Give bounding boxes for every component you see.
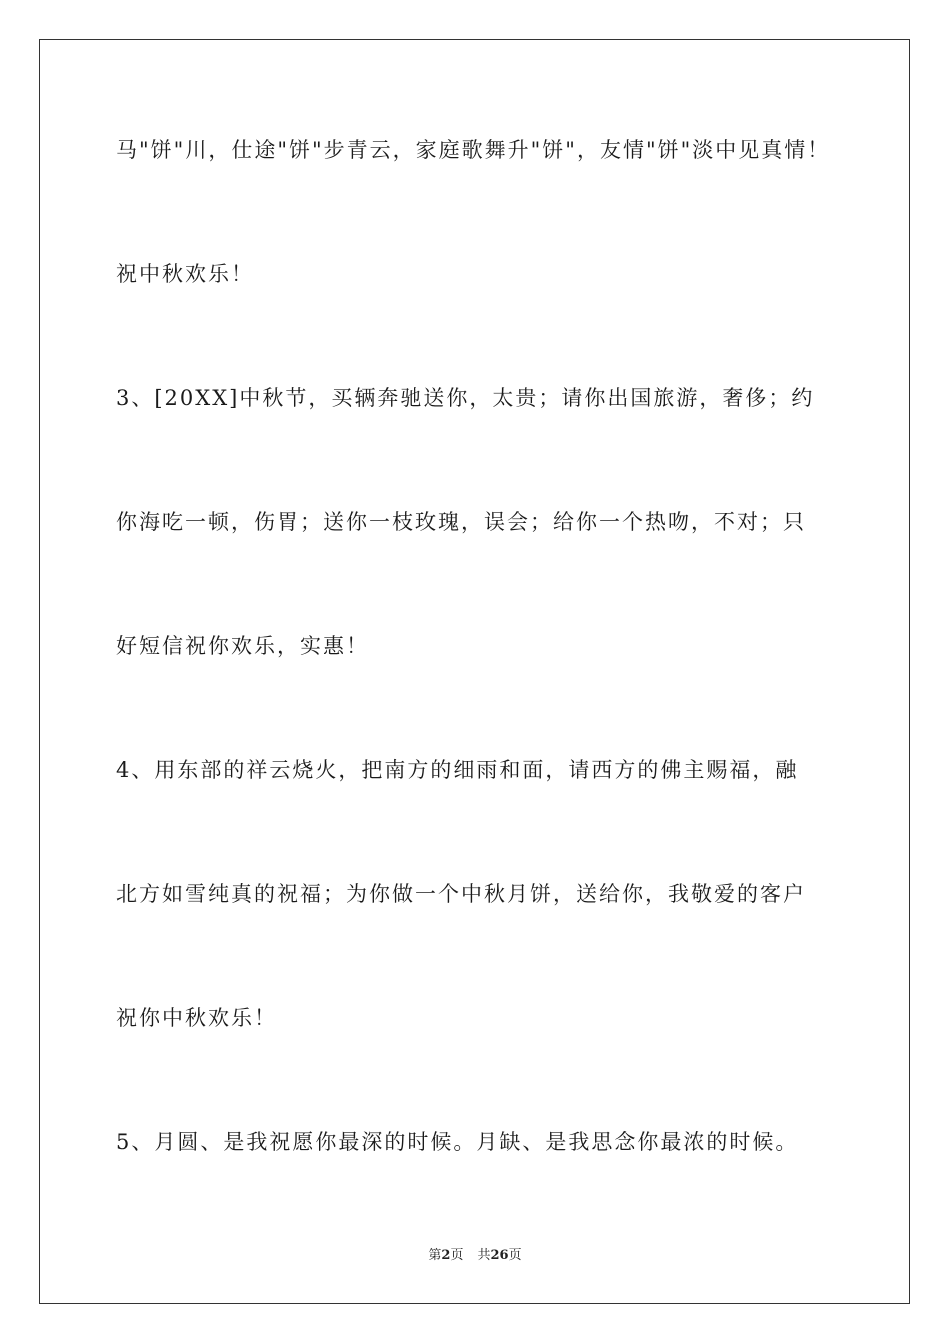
text-line: 5、月圆、是我祝愿你最深的时候。月缺、是我思念你最浓的时候。 [116, 1130, 799, 1154]
total-suffix: 页 [508, 1248, 522, 1263]
text-line: 北方如雪纯真的祝福；为你做一个中秋月饼，送给你，我敬爱的客户 [116, 882, 806, 906]
text-line: 3、[20XX]中秋节，买辆奔驰送你，太贵；请你出国旅游，奢侈；约 [116, 386, 815, 410]
page-suffix: 页 [450, 1248, 464, 1263]
text-line: 4、用东部的祥云烧火，把南方的细雨和面，请西方的佛主赐福，融 [116, 758, 799, 782]
page-number: 2 [441, 1248, 451, 1263]
text-line: 好短信祝你欢乐，实惠！ [116, 634, 369, 658]
page-footer [0, 1247, 950, 1265]
page-border [39, 39, 910, 1304]
total-pages: 26 [490, 1248, 509, 1263]
total-prefix: 共 [477, 1248, 491, 1263]
text-line: 祝中秋欢乐！ [116, 262, 254, 286]
text-line: 马"饼"川，仕途"饼"步青云，家庭歌舞升"饼"，友情"饼"淡中见真情！ [116, 138, 831, 162]
text-line: 祝你中秋欢乐！ [116, 1006, 277, 1030]
page-prefix: 第 [428, 1248, 442, 1263]
text-line: 你海吃一顿，伤胃；送你一枝玫瑰，误会；给你一个热吻，不对；只 [116, 510, 806, 534]
